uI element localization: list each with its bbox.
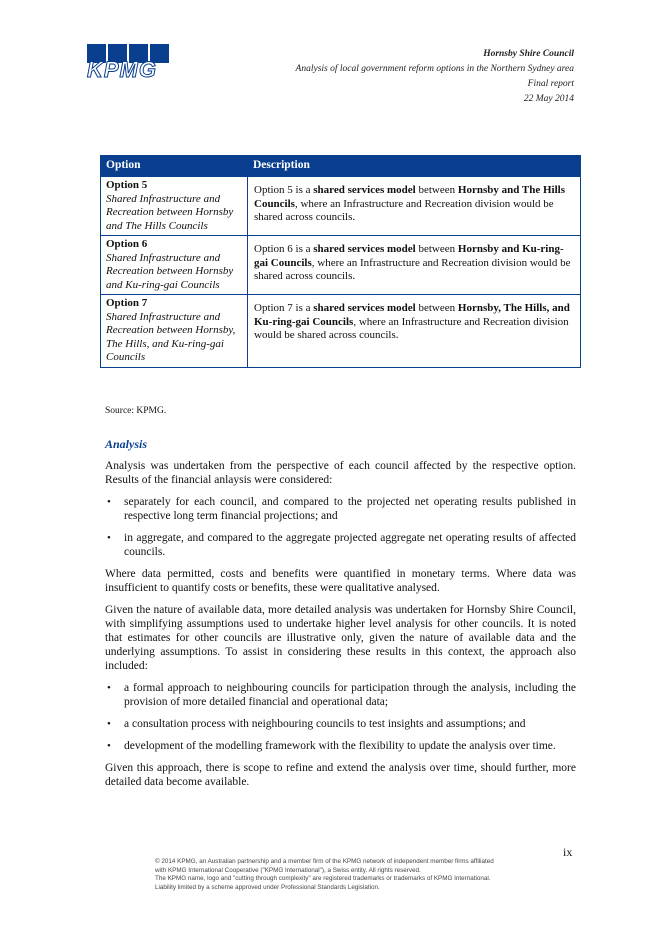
report-title: Analysis of local government reform options in the Northern Sydney area bbox=[295, 64, 574, 74]
desc-bold: Hornsby, The Hills, and Ku-ring-gai Councils bbox=[254, 302, 570, 328]
table-row bbox=[101, 177, 581, 236]
option-subtitle: Shared Infrastructure and Recreation between Hornsby and The Hills Councils bbox=[106, 192, 234, 232]
table-source-note: Source: KPMG. bbox=[105, 406, 167, 416]
option-cell bbox=[101, 177, 248, 236]
footer-line: © 2014 KPMG, an Australian partnership and a member firm of the KPMG network of independent member firms affiliated bbox=[155, 858, 494, 865]
list-item-text: development of the modelling framework with the flexibility to update the analysis over time. bbox=[124, 740, 556, 752]
desc-text: Option 5 is a bbox=[254, 184, 314, 196]
report-status: Final report bbox=[527, 79, 574, 89]
paragraph: Given the nature of available data, more detailed analysis was undertaken for Hornsby Shire Council, with simplifying assumptions used to undertake higher level analysis for other councils. It is noted that estimates for other councils are illustrative only, given the nature of available data and the underlying assumptions. To assist in considering these results in this context, the approach also included: bbox=[105, 604, 576, 672]
bullet-icon: • bbox=[107, 740, 111, 752]
desc-text: , where an Infrastructure and Recreation division would be shared across councils. bbox=[254, 197, 554, 223]
desc-text: between bbox=[415, 184, 458, 196]
option-subtitle: Shared Infrastructure and Recreation between Hornsby, The Hills, and Ku-ring-gai Councils bbox=[106, 310, 236, 363]
options-table bbox=[100, 155, 581, 368]
list-item bbox=[105, 531, 576, 559]
description-cell bbox=[248, 236, 581, 295]
list-item bbox=[105, 717, 576, 731]
bullet-icon: • bbox=[107, 532, 111, 544]
desc-text: , where an Infrastructure and Recreation division would be shared across councils. bbox=[254, 256, 571, 282]
bullet-list bbox=[105, 681, 576, 753]
footer-line: The KPMG name, logo and "cutting through complexity" are registered trademarks or trademarks of KPMG International. bbox=[155, 875, 491, 883]
analysis-heading: Analysis bbox=[105, 437, 148, 451]
legal-footer bbox=[155, 858, 535, 893]
footer-line: with KPMG International Cooperative ("KPMG International"), a Swiss entity. All rights reserved. bbox=[155, 866, 421, 874]
desc-bold: shared services model bbox=[313, 302, 416, 314]
list-item-text: a consultation process with neighbouring councils to test insights and assumptions; and bbox=[124, 718, 526, 730]
list-item-text: separately for each council, and compared to the projected net operating results published in respective long term financial projections; and bbox=[124, 496, 576, 522]
list-item bbox=[105, 739, 576, 753]
paragraph: Given this approach, there is scope to refine and extend the analysis over time, should further, more detailed data become available. bbox=[105, 762, 576, 788]
desc-bold: shared services model bbox=[313, 184, 416, 196]
column-header-description: Description bbox=[248, 156, 581, 177]
desc-text: Option 7 is a bbox=[254, 302, 314, 314]
list-item-text: in aggregate, and compared to the aggregate projected aggregate net operating results of affected councils. bbox=[124, 532, 576, 558]
report-date: 22 May 2014 bbox=[523, 94, 574, 104]
column-header-option: Option bbox=[101, 156, 248, 177]
analysis-body bbox=[105, 459, 576, 797]
desc-bold: Hornsby and Ku-ring-gai Councils bbox=[254, 243, 564, 269]
client-name: Hornsby Shire Council bbox=[483, 49, 574, 59]
bullet-list bbox=[105, 495, 576, 559]
logo-text: KPMG bbox=[87, 57, 157, 82]
list-item-text: a formal approach to neighbouring councils for participation through the analysis, including the provision of more detailed financial and operational data; bbox=[124, 682, 576, 708]
description-cell bbox=[248, 177, 581, 236]
page-number: ix bbox=[563, 845, 573, 859]
desc-text: between bbox=[415, 302, 458, 314]
list-item bbox=[105, 681, 576, 709]
table-row bbox=[101, 236, 581, 295]
option-name: Option 7 bbox=[106, 297, 148, 309]
description-cell bbox=[248, 295, 581, 368]
option-subtitle: Shared Infrastructure and Recreation between Hornsby and Ku-ring-gai Councils bbox=[106, 251, 234, 291]
desc-bold: shared services model bbox=[313, 243, 416, 255]
kpmg-logo bbox=[87, 44, 171, 80]
footer-line: Liability limited by a scheme approved under Professional Standards Legislation. bbox=[155, 884, 380, 892]
paragraph: Analysis was undertaken from the perspective of each council affected by the respective option. Results of the financial anlaysis were considered: bbox=[105, 460, 576, 486]
desc-text: , where an Infrastructure and Recreation division would be shared across councils. bbox=[254, 315, 569, 341]
bullet-icon: • bbox=[107, 496, 111, 508]
bullet-icon: • bbox=[107, 682, 111, 694]
option-name: Option 6 bbox=[106, 238, 148, 250]
paragraph: Where data permitted, costs and benefits were quantified in monetary terms. Where data was insufficient to quantify costs or benefits, these were qualitative analysed. bbox=[105, 568, 576, 594]
desc-text: Option 6 is a bbox=[254, 243, 314, 255]
option-name: Option 5 bbox=[106, 179, 148, 191]
list-item bbox=[105, 495, 576, 523]
table-row bbox=[101, 295, 581, 368]
desc-bold: Hornsby and The Hills Councils bbox=[254, 184, 565, 210]
table-header-row bbox=[101, 156, 581, 177]
option-cell bbox=[101, 236, 248, 295]
desc-text: between bbox=[415, 243, 458, 255]
running-header bbox=[296, 47, 574, 107]
option-cell bbox=[101, 295, 248, 368]
bullet-icon: • bbox=[107, 718, 111, 730]
